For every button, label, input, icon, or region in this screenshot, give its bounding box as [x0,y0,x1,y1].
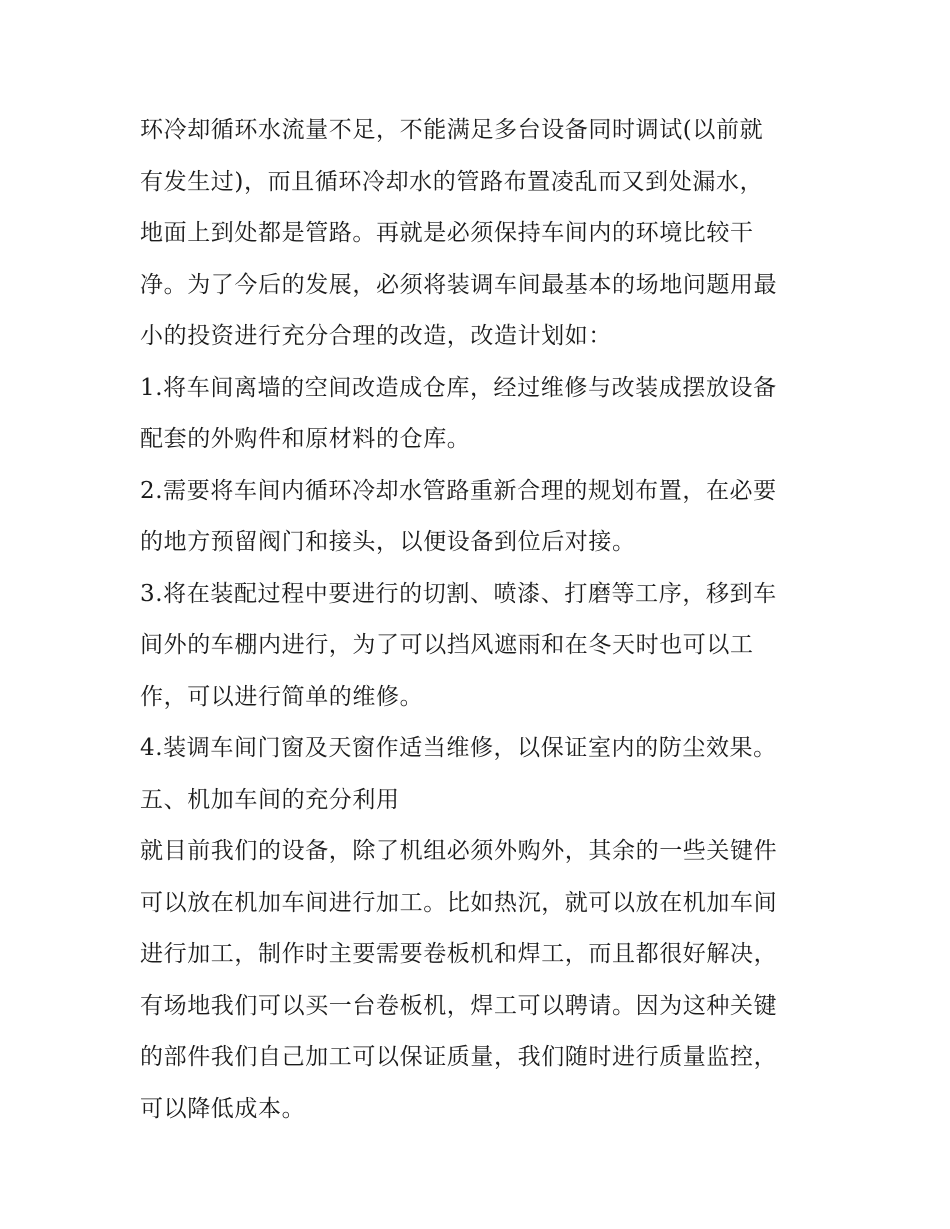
text-line: 的地方预留阀门和接头，以便设备到位后对接。 [140,529,636,555]
text-line: 净。为了今后的发展，必须将装调车间最基本的场地问题用最 [140,271,778,298]
text-line: 的部件我们自己加工可以保证质量，我们随时进行质量监控， [140,1044,778,1070]
text-line: 有发生过)，而且循环冷却水的管路布置凌乱而又到处漏水， [140,168,764,195]
text-line: 小的投资进行充分合理的改造，改造计划如： [140,323,612,349]
text-line: 进行加工，制作时主要需要卷板机和焊工，而且都很好解决， [140,941,778,967]
text-line: 环冷却循环水流量不足，不能满足多台设备同时调试(以前就 [140,117,764,143]
document-body [140,105,830,1135]
list-item-1: 1.将车间离墙的空间改造成仓库，经过维修与改装成摆放设备 [140,374,777,401]
list-item-3: 3.将在装配过程中要进行的切割、喷漆、打磨等工序，移到车 [140,580,777,607]
list-item-2: 2.需要将车间内循环冷却水管路重新合理的规划布置，在必要 [140,477,777,504]
text-line: 就目前我们的设备，除了机组必须外购外，其余的一些关键件 [140,838,778,864]
text-line: 作，可以进行简单的维修。 [140,683,424,710]
section-heading: 五、机加车间的充分利用 [140,786,400,813]
text-line: 配套的外购件和原材料的仓库。 [140,426,471,452]
list-item-4: 4.装调车间门窗及天窗作适当维修，以保证室内的防尘效果。 [140,735,777,761]
text-line: 可以放在机加车间进行加工。比如热沉，就可以放在机加车间 [140,889,778,916]
text-line: 地面上到处都是管路。再就是必须保持车间内的环境比较干 [140,220,754,246]
text-line: 可以降低成本。 [140,1095,306,1122]
text-line: 有场地我们可以买一台卷板机，焊工可以聘请。因为这种关键 [140,992,778,1019]
text-line: 间外的车棚内进行，为了可以挡风遮雨和在冬天时也可以工 [140,632,754,658]
